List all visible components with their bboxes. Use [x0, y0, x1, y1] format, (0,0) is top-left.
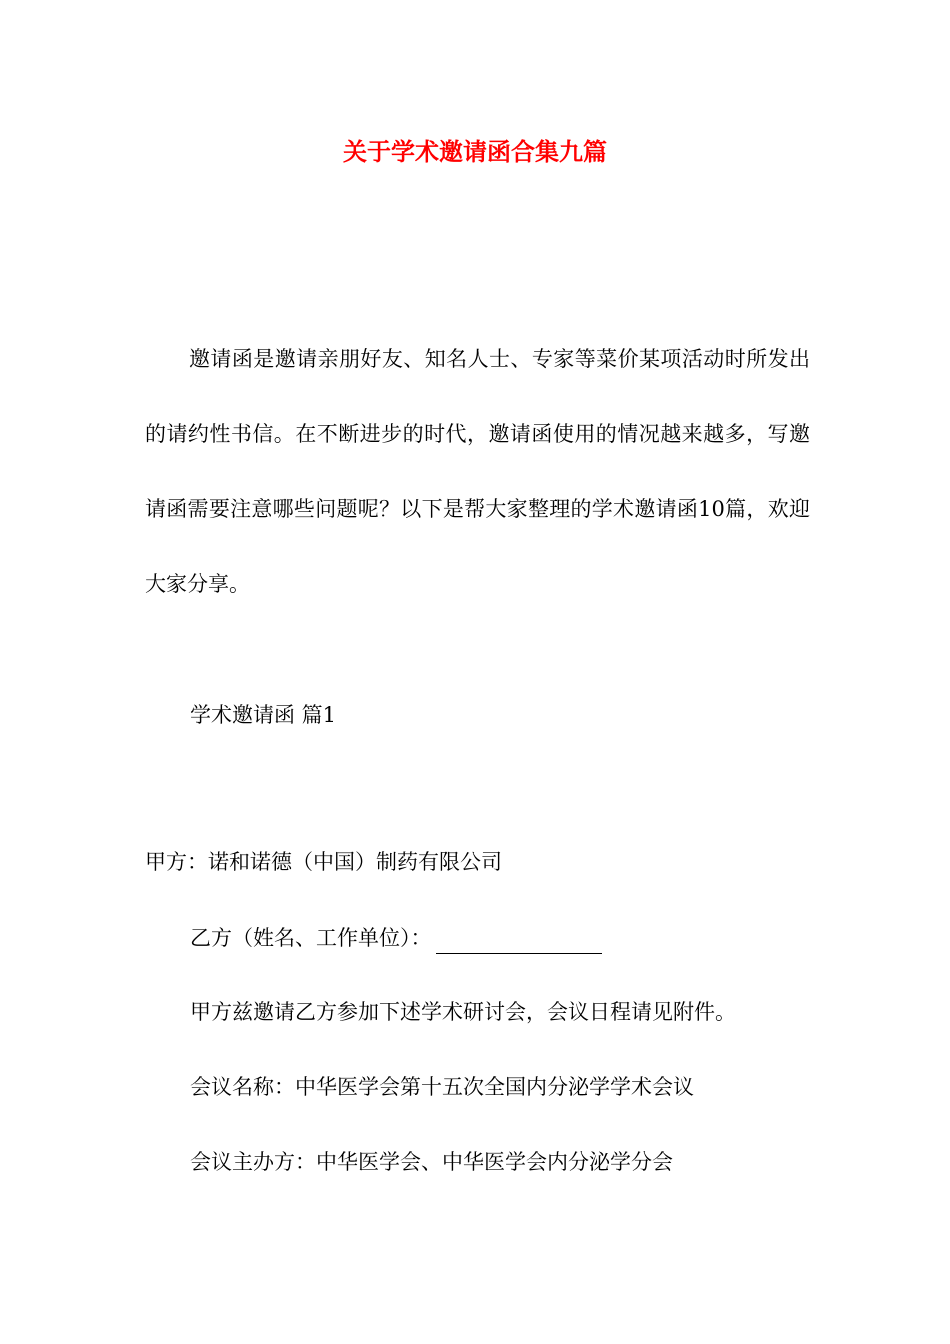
party-b-label: 乙方（姓名、工作单位）：: [190, 926, 432, 950]
invitation-line: 甲方兹邀请乙方参加下述学术研讨会，会议日程请见附件。: [190, 1000, 736, 1024]
document-title: 关于学术邀请函合集九篇: [343, 137, 607, 166]
party-b-blank: [436, 933, 602, 954]
section-heading: 学术邀请函 篇1: [190, 703, 337, 727]
party-b-line: [190, 922, 602, 954]
organizer-line: 会议主办方：中华医学会、中华医学会内分泌学分会: [190, 1150, 673, 1174]
party-a-line: 甲方：诺和诺德（中国）制药有限公司: [145, 850, 502, 874]
intro-paragraph: 邀请函是邀请亲朋好友、知名人士、专家等菜价某项活动时所发出的请约性书信。在不断进步的时代，邀请函使用的情况越来越多，写邀请函需要注意哪些问题呢？以下是帮大家整理的学术邀请函10篇，欢迎大家分享。: [145, 347, 810, 596]
meeting-name-line: 会议名称：中华医学会第十五次全国内分泌学学术会议: [190, 1075, 694, 1099]
